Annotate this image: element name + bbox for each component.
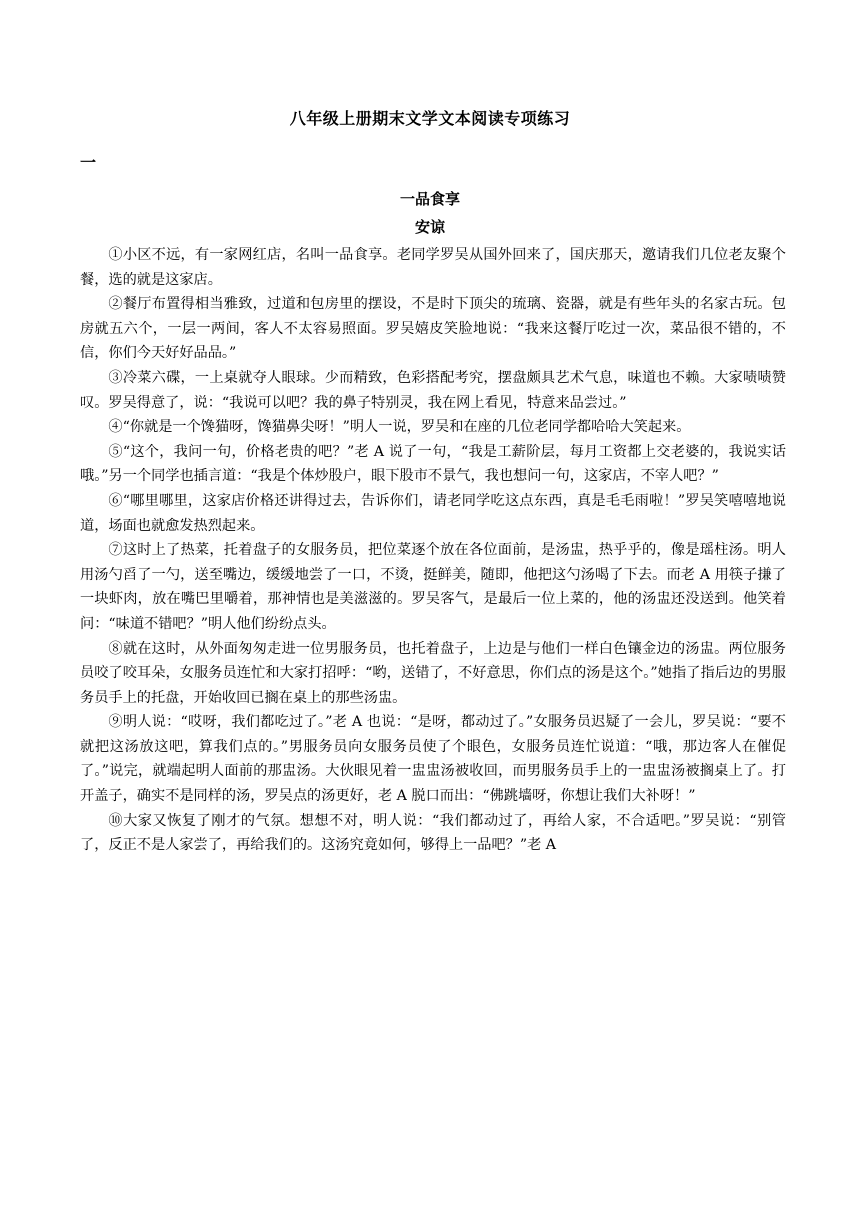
- paragraph-7: ⑦这时上了热菜，托着盘子的女服务员，把位菜逐个放在各位面前，是汤盅，热乎乎的，像是瑶柱汤。明人用汤勺舀了一勺，送至嘴边，缓缓地尝了一口，不烫，挺鲜美，随即，他把这勺汤喝了下去。而老 A 用筷子搛了一块虾肉，放在嘴巴里嚼着，那神情也是美滋滋的。罗吴客气，是最后一位上菜的，他的汤盅还没送到。他笑着问：“味道不错吧？”明人他们纷纷点头。: [80, 542, 786, 632]
- document-title: 八年级上册期末文学文本阅读专项练习: [289, 109, 571, 128]
- paragraph-9: ⑨明人说：“哎呀，我们都吃过了。”老 A 也说：“是呀，都动过了。”女服务员迟疑了一会儿，罗吴说：“要不就把这汤放这吧，算我们点的。”男服务员向女服务员使了个眼色，女服务员连忙说道：“哦，那边客人在催促了。”说完，就端起明人面前的那盅汤。大伙眼见着一盅盅汤被收回，而男服务员手上的一盅盅汤被搁桌上了。打开盖子，确实不是同样的汤，罗吴点的汤更好，老 A 脱口而出：“佛跳墙呀，你想让我们大补呀！”: [80, 714, 786, 805]
- paragraph-3: ③冷菜六碟，一上桌就夺人眼球。少而精致，色彩搭配考究，摆盘颇具艺术气息，味道也不赖。大家啧啧赞叹。罗吴得意了，说：“我说可以吧？我的鼻子特别灵，我在网上看见，特意来品尝过。”: [80, 369, 786, 411]
- paragraph-8: ⑧就在这时，从外面匆匆走进一位男服务员，也托着盘子，上边是与他们一样白色镶金边的汤盅。两位服务员咬了咬耳朵，女服务员连忙和大家打招呼：“哟，送错了，不好意思，你们点的汤是这个。”她指了指后边的男服务员手上的托盘，开始收回已搁在桌上的那些汤盅。: [80, 640, 786, 706]
- paragraph-2: ②餐厅布置得相当雅致，过道和包房里的摆设，不是时下顶尖的琉璃、瓷器，就是有些年头的名家古玩。包房就五六个，一层一两间，客人不太容易照面。罗吴嬉皮笑脸地说：“我来这餐厅吃过一次，菜品很不错的，不信，你们今天好好品品。”: [80, 296, 786, 362]
- article-body: [80, 243, 786, 858]
- paragraph-5: ⑤“这个，我问一句，价格老贵的吧？”老 A 说了一句，“我是工薪阶层，每月工资都上交老婆的，我说实话哦。”另一个同学也插言道：“我是个体炒股户，眼下股市不景气，我也想问一句，这家店，不宰人吧？”: [80, 443, 786, 485]
- paragraph-4: ④“你就是一个馋猫呀，馋猫鼻尖呀！”明人一说，罗吴和在座的几位老同学都哈哈大笑起来。: [108, 419, 691, 436]
- article-author: 安谅: [414, 218, 445, 236]
- paragraph-10: ⑩大家又恢复了刚才的气氛。想想不对，明人说：“我们都动过了，再给人家，不合适吧。”罗吴说：“别管了，反正不是人家尝了，再给我们的。这汤究竟如何，够得上一品吧？”老 A: [80, 812, 786, 854]
- paragraph-1: ①小区不远，有一家网红店，名叫一品食享。老同学罗吴从国外回来了，国庆那天，邀请我们几位老友聚个餐，选的就是这家店。: [80, 247, 786, 288]
- article-title: 一品食享: [399, 190, 460, 208]
- section-number: 一: [80, 153, 97, 172]
- paragraph-6: ⑥“哪里哪里，这家店价格还讲得过去，告诉你们，请老同学吃这点东西，真是毛毛雨啦！”罗吴笑嘻嘻地说道，场面也就愈发热烈起来。: [80, 492, 786, 534]
